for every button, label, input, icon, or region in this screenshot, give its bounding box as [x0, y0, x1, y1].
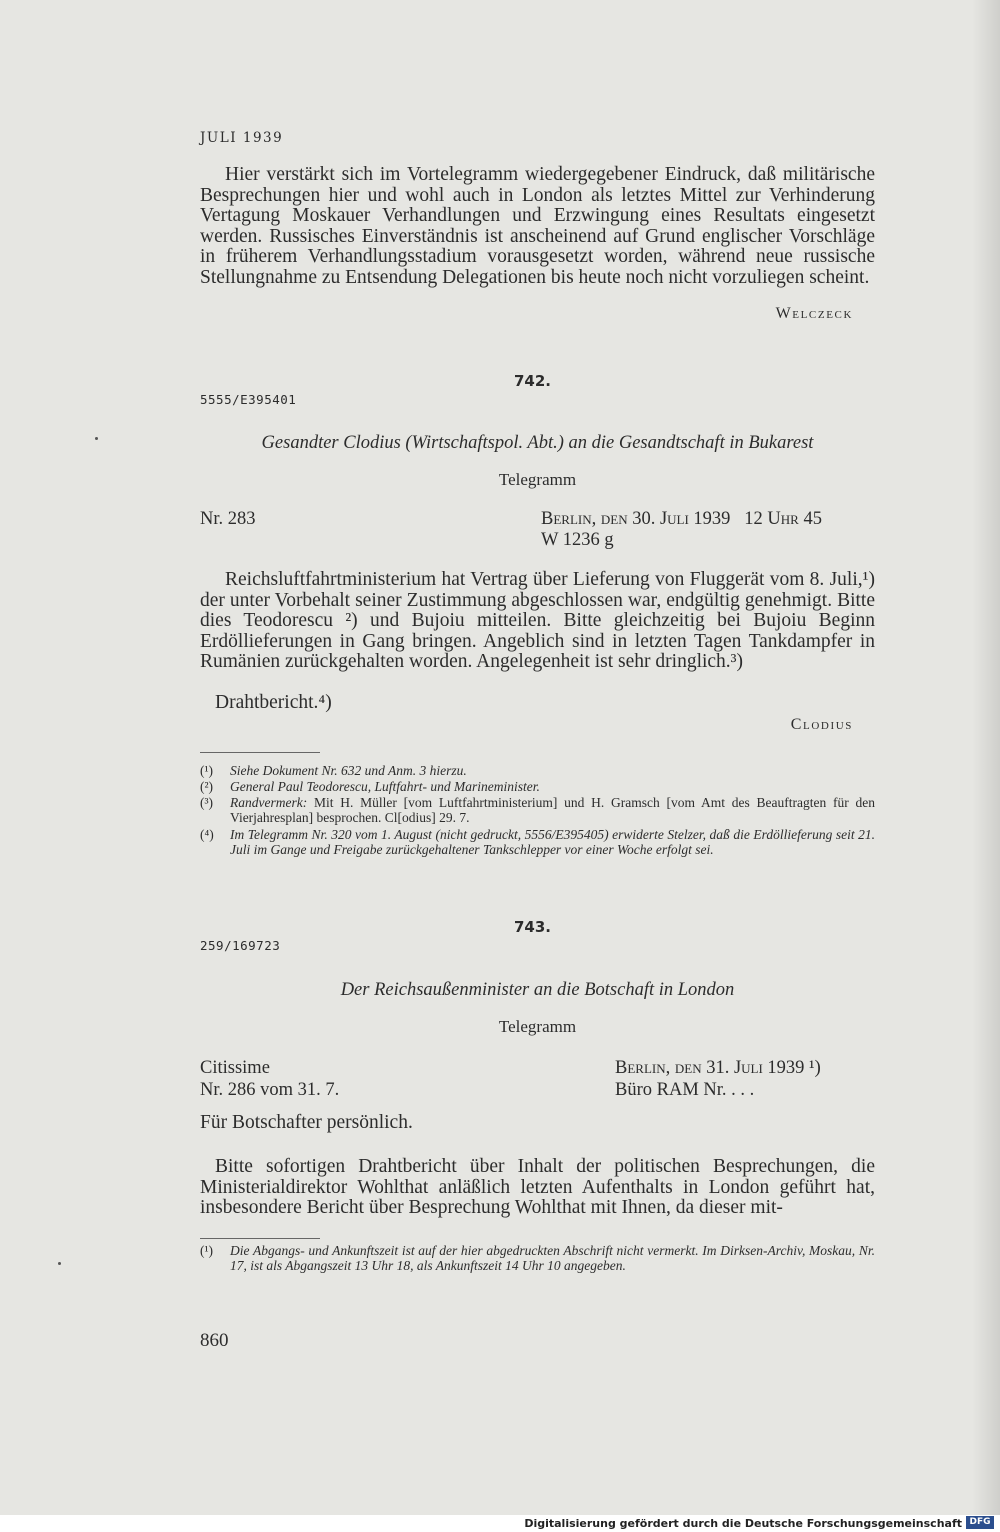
dfg-logo[interactable]: DFG	[966, 1516, 994, 1529]
doc741-signature: Welczeck	[775, 305, 853, 322]
page-edge-shadow	[972, 0, 1000, 1515]
doc743-heading: Der Reichsaußenminister an die Botschaft in London	[340, 980, 735, 1000]
doc742-number: 742.	[513, 372, 551, 390]
footnote-body	[230, 795, 875, 826]
doc741-paragraph: Hier verstärkt sich im Vortelegramm wiedergegebener Eindruck, daß militärische Besprechungen hier und wohl auch in London als letztes Mittel zur Verhinderung Vertagung Moskauer Verhandlungen und Erzwingung eines Resultats eingesetzt werden. Russisches Einverständnis ist anscheinend auf Grund englischer Vorschläge in früherem Verhandlungsstadium vorausgesetzt worden, während neue russische Stellungnahme zu Entsendung Delegationen bis heute noch nicht vorzuliegen scheint.	[200, 164, 875, 288]
footnote-text: Siehe Dokument Nr. 632 und Anm. 3 hierzu.	[230, 763, 467, 778]
doc742-heading: Gesandter Clodius (Wirtschaftspol. Abt.) an die Gesandtschaft in Bukarest	[261, 433, 814, 453]
doc742-closing: Drahtbericht.⁴)	[215, 692, 332, 713]
doc743-telegram-number: Nr. 286 vom 31. 7.	[200, 1080, 340, 1100]
footnote-text: Die Abgangs- und Ankunftszeit ist auf der hier abgedruckten Abschrift nicht vermerkt. Im Dirksen-Archiv, Moskau, Nr. 17, ist als Abgangszeit 13 Uhr 18, als Ankunftszeit 14 Uhr 10 angegeben.	[230, 1243, 875, 1274]
page-number: 860	[200, 1330, 229, 1351]
scan-speck	[58, 1262, 61, 1265]
doc743-archive-number: 259/169723	[200, 938, 281, 953]
footnote-rule	[200, 752, 320, 753]
footnote-mark: (³)	[200, 795, 214, 810]
doc743-place-date: Berlin, den 31. Juli 1939 ¹)	[615, 1058, 821, 1078]
doc742-code: W 1236 g	[541, 530, 614, 550]
doc743-paragraph: Bitte sofortigen Drahtbericht über Inhalt der politischen Besprechungen, die Ministerialdirektor Wohlthat anläßlich letzten Aufenthalts in London geführt hat, insbesondere Bericht über Besprechung Wohlthat mit Ihnen, da dieser mit-	[200, 1156, 875, 1219]
funding-credit-link[interactable]: Digitalisierung gefördert durch die Deutsche Forschungsgemeinschaft	[524, 1517, 962, 1530]
footnote-text: General Paul Teodorescu, Luftfahrt- und Marineminister.	[230, 779, 540, 794]
footnote-text: Mit H. Müller [vom Luftfahrtministerium] und H. Gramsch [vom Amt des Beauftragten für den Vierjahresplan] besprochen. Cl[odius] 29. 7.	[230, 795, 876, 826]
doc743-type: Telegramm	[498, 1017, 577, 1036]
scan-speck	[95, 437, 98, 440]
doc742-archive-number: 5555/E395401	[200, 392, 297, 407]
footnote-mark: (²)	[200, 779, 214, 794]
doc742-place-date: Berlin, den 30. Juli 1939 12 Uhr 45	[541, 509, 822, 529]
doc742-type: Telegramm	[498, 470, 577, 489]
doc742-telegram-number: Nr. 283	[200, 509, 256, 529]
doc743-office-number: Büro RAM Nr. . . .	[615, 1080, 755, 1100]
doc743-number: 743.	[513, 918, 551, 936]
footnote-mark: (¹)	[200, 1243, 214, 1258]
doc743-priority: Citissime	[200, 1058, 270, 1078]
doc742-signature: Clodius	[790, 716, 853, 733]
footnote-mark: (⁴)	[200, 827, 214, 842]
footnote-text: Im Telegramm Nr. 320 vom 1. August (nicht gedruckt, 5556/E395405) erwiderte Stelzer, daß die Erdöllieferung seit 21. Juli im Gange und Freigabe zurückgehaltener Tankschlepper vor einer Woche erfolgt sei.	[230, 827, 875, 858]
footnote-mark: (¹)	[200, 763, 214, 778]
footnote-rule	[200, 1238, 320, 1239]
doc742-paragraph: Reichsluftfahrtministerium hat Vertrag über Lieferung von Fluggerät vom 8. Juli,¹) der unter Vorbehalt seiner Zustimmung abgeschlossen war, endgültig genehmigt. Bitte dies Teodorescu ²) und Bujoiu mitteilen. Bitte gleichzeitig bei Bujoiu Beginn Erdöllieferungen in Gang bringen. Angeblich sind in letzten Tagen Tankdampfer in Rumänien zurückgehalten worden. Angelegenheit ist sehr dringlich.³)	[200, 569, 875, 673]
doc743-address-line: Für Botschafter persönlich.	[200, 1112, 413, 1133]
footnote-lead: Randvermerk:	[230, 795, 308, 810]
running-head: JULI 1939	[200, 130, 284, 146]
